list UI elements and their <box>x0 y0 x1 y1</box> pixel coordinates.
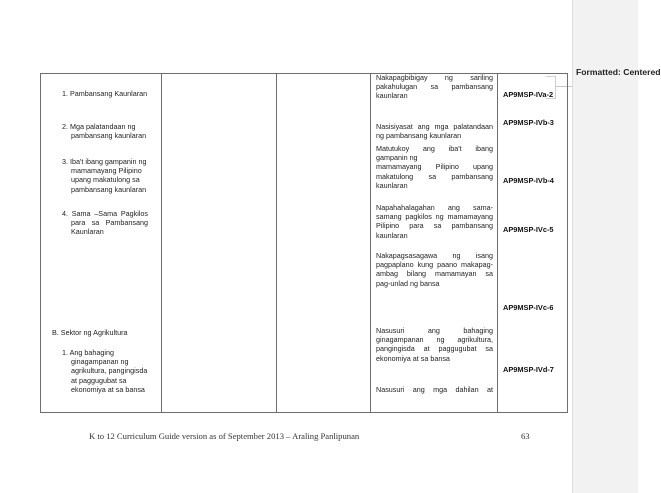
page-number: 63 <box>521 431 530 441</box>
content-item-2: 2. Mga palatandaan ng pambansang kaunlaran <box>62 122 147 141</box>
competency-2: Nasisiyasat ang mga palatandaan ng pambansang kaunlaran <box>376 122 493 141</box>
comment-pane-divider <box>572 0 573 493</box>
comment-connector <box>556 86 572 87</box>
content-item-3: 3. Iba't ibang gampanin ng mamamayang Pilipino upang makatulong sa pambansang kaunlaran <box>62 157 147 194</box>
table-bottom-border <box>40 412 568 413</box>
table-col-line-2 <box>161 73 162 413</box>
content-item-1: 1. Pambansang Kaunlaran <box>62 89 148 98</box>
competency-3: Matutukoy ang iba't ibang gampanin ng mamamayang Pilipino upang makatulong sa pambansang kaunlaran <box>376 144 493 190</box>
section-heading-b: B. Sektor ng Agrikultura <box>52 328 128 337</box>
footer-text: K to 12 Curriculum Guide version as of September 2013 – Araling Panlipunan <box>89 431 360 441</box>
competency-6: Nasusuri ang bahaging ginagampanan ng agrikultura, pangingisda at paggugubat sa ekonomiya at sa bansa <box>376 326 493 363</box>
table-col-line-3 <box>276 73 277 413</box>
content-item-4: 4. Sama –Sama Pagkilos para sa Pambansang Kaunlaran <box>62 209 148 237</box>
table-col-line-5 <box>497 73 498 413</box>
table-col-line-1 <box>40 73 41 413</box>
code-5: AP9MSP-IVc-6 <box>503 303 554 312</box>
competency-1: Nakapagbibigay ng sariling pakahulugan sa pambansang kaunlaran <box>376 73 493 101</box>
code-1: AP9MSP-IVa-2 <box>503 90 554 99</box>
table-col-line-6 <box>567 73 568 413</box>
competency-5: Nakapagsasagawa ng isang pagpaplano kung paano makapag- ambag bilang mamamayan sa pag-unlad ng bansa <box>376 251 493 288</box>
competency-7: Nasusuri ang mga dahilan at <box>376 385 493 394</box>
code-6: AP9MSP-IVd-7 <box>503 365 554 374</box>
comment-label: Formatted: Centered <box>576 67 661 77</box>
table-col-line-4 <box>370 73 371 413</box>
code-3: AP9MSP-IVb-4 <box>503 176 554 185</box>
code-2: AP9MSP-IVb-3 <box>503 118 554 127</box>
content-item-b1: 1. Ang bahaging ginagampanan ng agrikultura, pangingisda at paggugubat sa ekonomiya at sa bansa <box>62 348 148 394</box>
code-4: AP9MSP-IVc-5 <box>503 225 554 234</box>
competency-4: Napahahalagahan ang sama- samang pagkilos ng mamamayang Pilipino para sa pambansang kaunlaran <box>376 203 493 240</box>
